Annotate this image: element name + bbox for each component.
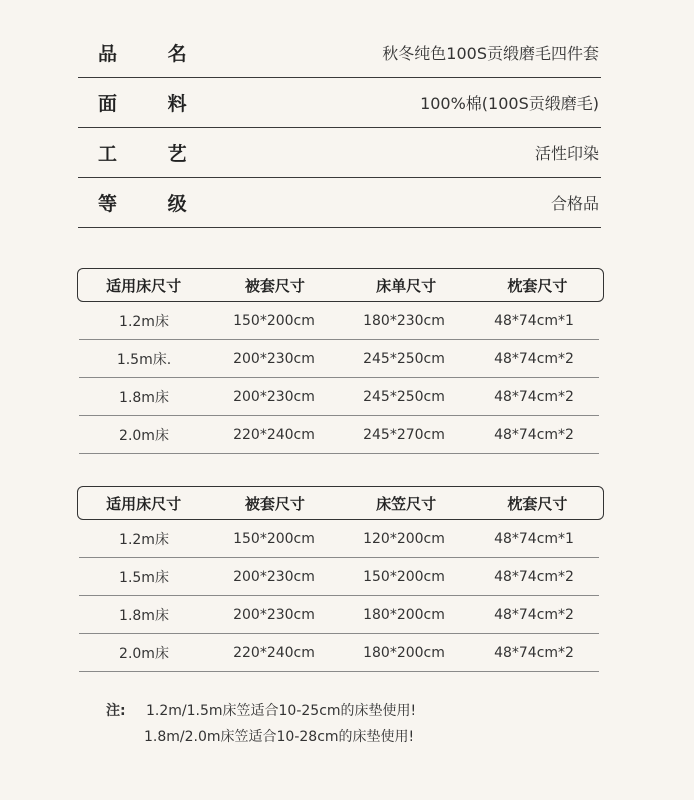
table-cell: 48*74cm*1 bbox=[494, 530, 574, 547]
table-cell: 245*250cm bbox=[363, 388, 445, 405]
table-row bbox=[79, 340, 599, 378]
table-cell: 120*200cm bbox=[363, 530, 445, 547]
header-cell: 适用床尺寸 bbox=[106, 276, 182, 295]
spec-row-craft bbox=[78, 128, 601, 178]
header-cell: 被套尺寸 bbox=[244, 494, 305, 513]
note-line: 1.2m/1.5m床笠适合10-25cm的床垫使用! bbox=[146, 703, 417, 719]
table-cell: 1.5m床 bbox=[119, 569, 169, 586]
table-cell: 48*74cm*1 bbox=[494, 312, 574, 329]
table-cell: 2.0m床 bbox=[119, 645, 169, 662]
table-row bbox=[79, 558, 599, 596]
table-cell: 48*74cm*2 bbox=[494, 606, 574, 623]
table-row bbox=[79, 416, 599, 454]
table-cell: 1.5m床. bbox=[116, 351, 172, 368]
table-cell: 180*230cm bbox=[363, 312, 445, 329]
spec-key: 工 艺 bbox=[98, 143, 209, 165]
table-cell: 245*250cm bbox=[363, 350, 445, 367]
header-cell: 枕套尺寸 bbox=[507, 494, 568, 513]
table-cell: 2.0m床 bbox=[119, 427, 169, 444]
table-cell: 1.2m床 bbox=[119, 313, 169, 330]
table-cell: 150*200cm bbox=[363, 568, 445, 585]
spec-value: 100%棉(100S贡缎磨毛) bbox=[420, 94, 599, 113]
note-line: 1.8m/2.0m床笠适合10-28cm的床垫使用! bbox=[144, 729, 415, 745]
table-cell: 200*230cm bbox=[233, 388, 315, 405]
table-cell: 150*200cm bbox=[233, 530, 315, 547]
usage-note bbox=[106, 698, 416, 750]
table-cell: 48*74cm*2 bbox=[494, 644, 574, 661]
header-cell: 适用床尺寸 bbox=[106, 494, 182, 513]
table-cell: 48*74cm*2 bbox=[494, 350, 574, 367]
table-cell: 180*200cm bbox=[363, 606, 445, 623]
spec-value: 秋冬纯色100S贡缎磨毛四件套 bbox=[382, 44, 599, 63]
table-cell: 48*74cm*2 bbox=[494, 568, 574, 585]
note-label: 注: bbox=[106, 703, 126, 719]
spec-value: 合格品 bbox=[550, 194, 599, 213]
table-cell: 200*230cm bbox=[233, 606, 315, 623]
table-row bbox=[79, 302, 599, 340]
table-header bbox=[77, 268, 604, 302]
spec-row-name bbox=[78, 28, 601, 78]
table-row bbox=[79, 378, 599, 416]
table-row bbox=[79, 520, 599, 558]
spec-key: 品 名 bbox=[98, 43, 209, 65]
header-cell: 被套尺寸 bbox=[244, 276, 305, 295]
header-cell: 枕套尺寸 bbox=[507, 276, 568, 295]
table-cell: 200*230cm bbox=[233, 350, 315, 367]
table-row bbox=[79, 634, 599, 672]
spec-key: 等 级 bbox=[98, 193, 209, 215]
spec-key: 面 料 bbox=[98, 93, 209, 115]
table-header bbox=[77, 486, 604, 520]
table-row bbox=[79, 596, 599, 634]
table-cell: 220*240cm bbox=[233, 426, 315, 443]
header-cell: 床单尺寸 bbox=[376, 276, 437, 295]
spec-value: 活性印染 bbox=[534, 144, 599, 163]
table-cell: 1.2m床 bbox=[119, 531, 169, 548]
size-table-fitted bbox=[77, 486, 604, 672]
table-cell: 48*74cm*2 bbox=[494, 426, 574, 443]
table-cell: 150*200cm bbox=[233, 312, 315, 329]
table-cell: 245*270cm bbox=[363, 426, 445, 443]
table-cell: 1.8m床 bbox=[119, 389, 169, 406]
header-cell: 床笠尺寸 bbox=[376, 494, 437, 513]
table-cell: 220*240cm bbox=[233, 644, 315, 661]
spec-row-fabric bbox=[78, 78, 601, 128]
table-cell: 1.8m床 bbox=[119, 607, 169, 624]
table-cell: 200*230cm bbox=[233, 568, 315, 585]
size-table-sheet bbox=[77, 268, 604, 454]
table-cell: 180*200cm bbox=[363, 644, 445, 661]
table-cell: 48*74cm*2 bbox=[494, 388, 574, 405]
spec-row-grade bbox=[78, 178, 601, 228]
